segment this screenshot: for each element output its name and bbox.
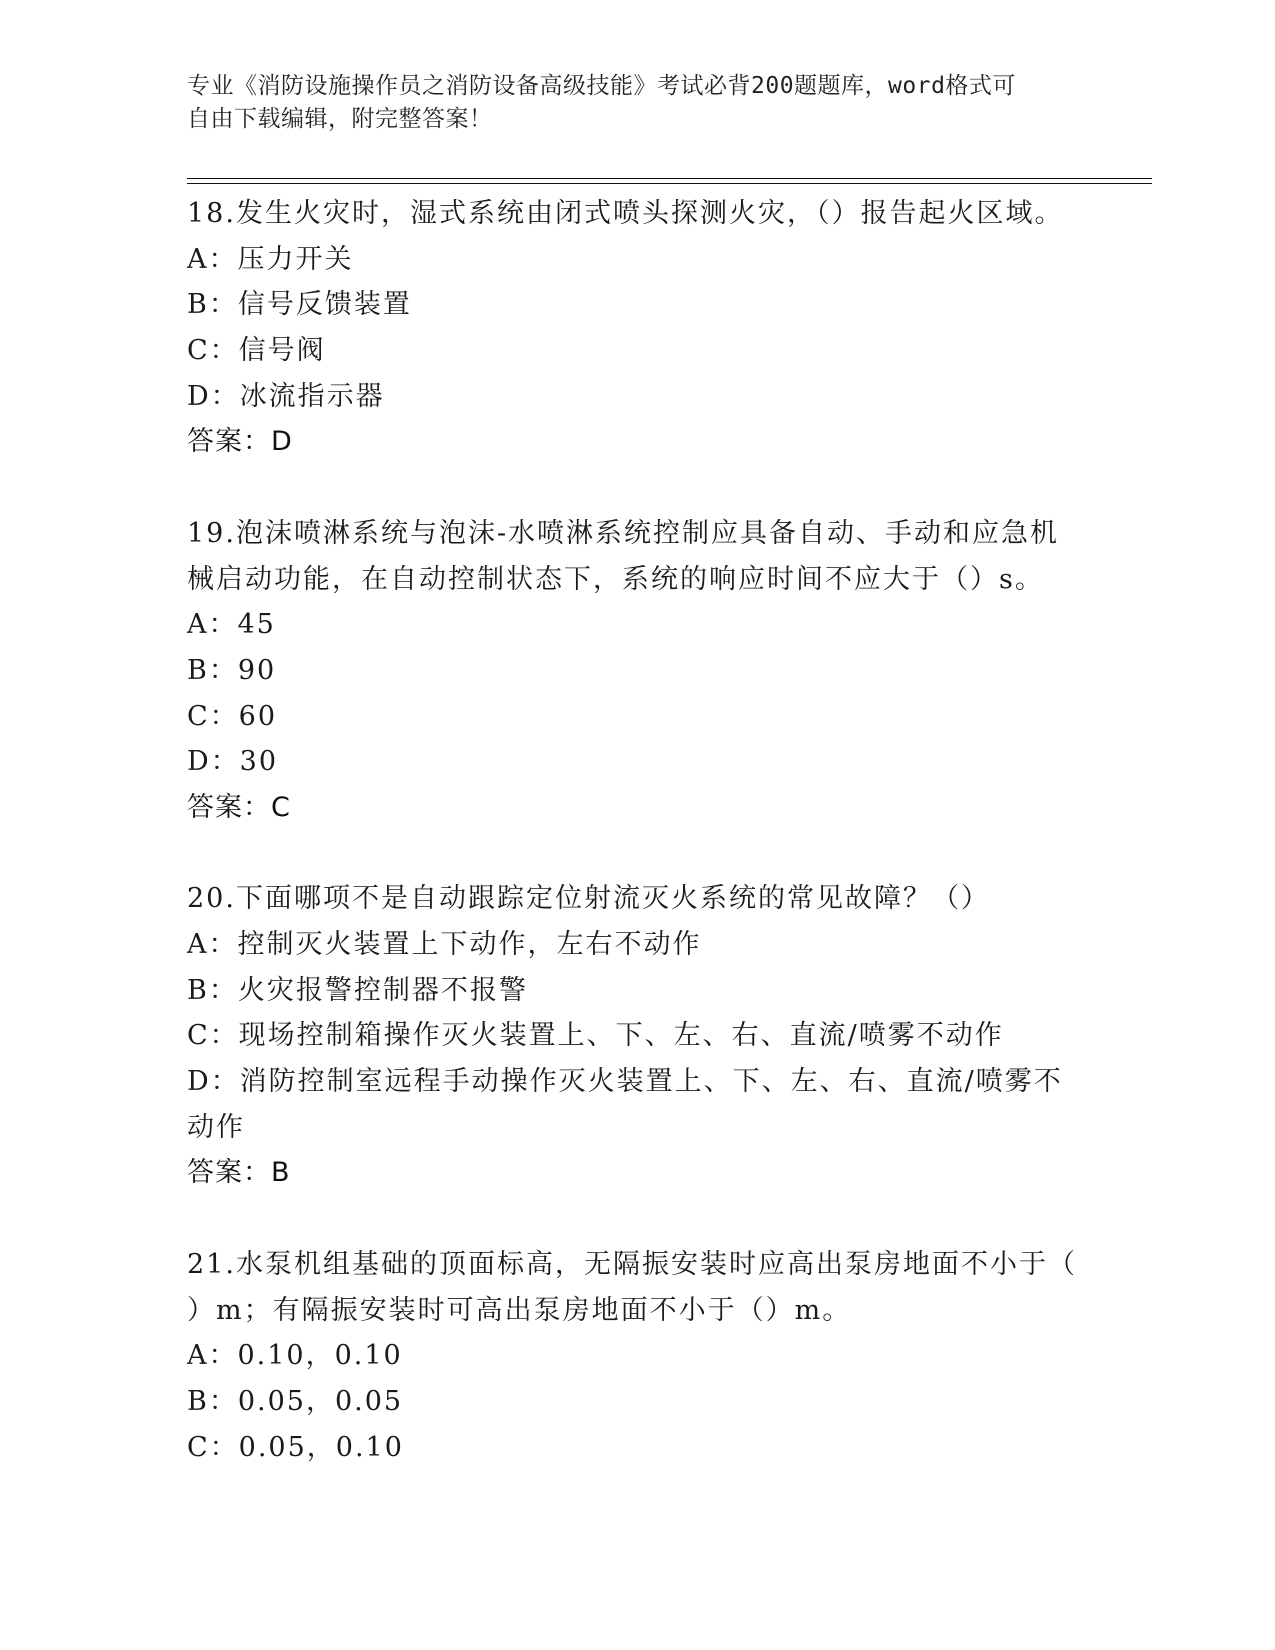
question-21 xyxy=(187,1242,1087,1470)
question-spacer xyxy=(187,831,1087,877)
header-rule-bottom xyxy=(187,183,1152,184)
option-b: B：信号反馈装置 xyxy=(187,289,412,321)
question-spacer xyxy=(187,465,1087,511)
option-d-continued: 动作 xyxy=(187,1111,245,1143)
option-a: A：45 xyxy=(187,609,276,641)
page-header xyxy=(187,70,1067,136)
option-b: B：火灾报警控制器不报警 xyxy=(187,974,528,1006)
option-c: C：现场控制箱操作灭火装置上、下、左、右、直流/喷雾不动作 xyxy=(187,1020,1004,1052)
question-stem-line: ）m；有隔振安装时可高出泵房地面不小于（）m。 xyxy=(187,1294,852,1326)
header-line-1: 专业《消防设施操作员之消防设备高级技能》考试必背200题题库，word格式可 xyxy=(187,73,1016,99)
question-stem-line: 18.发生火灾时，湿式系统由闭式喷头探测火灾，（）报告起火区域。 xyxy=(187,198,1064,229)
option-d: D：30 xyxy=(187,746,279,778)
answer-line: 答案：D xyxy=(187,426,293,458)
option-c: C：0.05，0.10 xyxy=(187,1431,404,1463)
header-line-2: 自由下载编辑，附完整答案！ xyxy=(187,106,493,132)
option-c: C：60 xyxy=(187,700,278,732)
question-stem-line: 21.水泵机组基础的顶面标高，无隔振安装时应高出泵房地面不小于（ xyxy=(187,1248,1077,1280)
question-stem-line: 20.下面哪项不是自动跟踪定位射流灭火系统的常见故障？（） xyxy=(187,883,990,915)
question-18 xyxy=(187,191,1087,465)
question-list xyxy=(187,191,1087,1470)
option-c: C：信号阀 xyxy=(187,335,326,367)
option-a: A：压力开关 xyxy=(187,243,354,275)
option-b: B：90 xyxy=(187,654,277,686)
question-19 xyxy=(187,511,1087,831)
option-d: D：冰流指示器 xyxy=(187,380,385,412)
header-rule-top xyxy=(187,178,1152,179)
answer-line: 答案：B xyxy=(187,1157,291,1189)
question-20 xyxy=(187,876,1087,1196)
option-d: D：消防控制室远程手动操作灭火装置上、下、左、右、直流/喷雾不 xyxy=(187,1066,1063,1098)
option-b: B：0.05，0.05 xyxy=(187,1385,404,1417)
question-stem-line: 19.泡沫喷淋系统与泡沫-水喷淋系统控制应具备自动、手动和应急机 xyxy=(187,517,1060,549)
question-spacer xyxy=(187,1196,1087,1242)
option-a: A：控制灭火装置上下动作，左右不动作 xyxy=(187,929,702,960)
option-a: A：0.10，0.10 xyxy=(187,1340,403,1372)
answer-line: 答案：C xyxy=(187,791,291,823)
question-stem-line: 械启动功能，在自动控制状态下，系统的响应时间不应大于（）s。 xyxy=(187,563,1044,595)
